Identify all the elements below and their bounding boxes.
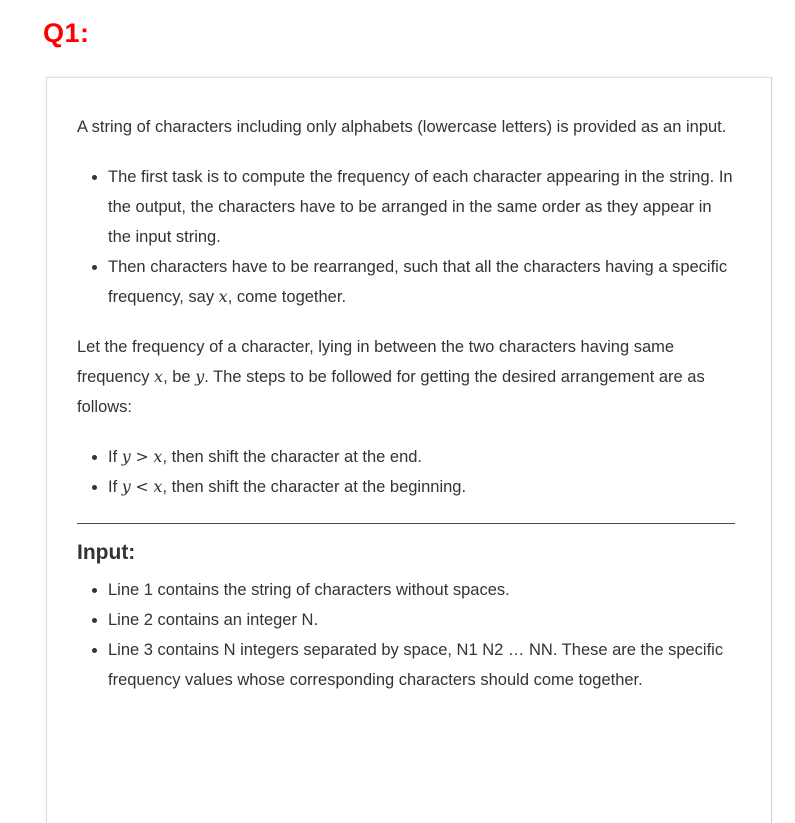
math-var-y: y bbox=[195, 367, 205, 386]
math-var-y: y bbox=[121, 447, 131, 466]
input-line-2: • Line 2 contains an integer N. bbox=[108, 605, 737, 635]
problem-content bbox=[77, 112, 737, 695]
rule-1-prefix: If bbox=[108, 448, 122, 466]
input-line-3: • Line 3 contains N integers separated by space, N1 N2 … NN. These are the specific frequency values whose corresponding characters should come together. bbox=[108, 635, 737, 695]
math-var-x: x bbox=[154, 367, 164, 386]
math-var-x: x bbox=[218, 287, 228, 306]
para2-text-3: . The steps to be followed for getting the desired arrangement are as follows: bbox=[77, 368, 705, 416]
rule-item-1 bbox=[108, 442, 737, 472]
task-item-2 bbox=[108, 252, 737, 312]
para2-text-2: , be bbox=[163, 368, 196, 386]
task-2-text-b: , come together. bbox=[227, 288, 347, 306]
task-list bbox=[77, 162, 737, 312]
task-2-text-a: Then characters have to be rearranged, such that all the characters having a specific frequency, say bbox=[108, 258, 728, 306]
rule-item-2 bbox=[108, 472, 737, 502]
input-heading: Input: bbox=[77, 541, 136, 564]
rule-list bbox=[77, 442, 737, 502]
math-var-x: x bbox=[153, 477, 163, 496]
rule-2-prefix: If bbox=[108, 478, 122, 496]
math-less-than: < bbox=[135, 477, 149, 496]
rule-1-suffix: , then shift the character at the end. bbox=[162, 448, 423, 466]
math-var-y: y bbox=[121, 477, 131, 496]
math-greater-than: > bbox=[135, 447, 149, 466]
section-divider bbox=[77, 523, 735, 524]
input-list bbox=[77, 575, 737, 695]
para2-text-1: Let the frequency of a character, lying in between the two characters having same frequency bbox=[77, 338, 675, 386]
intro-paragraph: A string of characters including only alphabets (lowercase letters) is provided as an input. bbox=[77, 118, 727, 136]
problem-card bbox=[46, 77, 772, 823]
task-item-1: • The first task is to compute the frequency of each character appearing in the string. In the output, the characters have to be arranged in the same order as they appear in the input string. bbox=[108, 162, 737, 252]
question-title: Q1: bbox=[43, 18, 90, 48]
input-line-1: • Line 1 contains the string of characters without spaces. bbox=[108, 575, 737, 605]
frequency-paragraph bbox=[77, 332, 737, 422]
math-var-x: x bbox=[153, 447, 163, 466]
rule-2-suffix: , then shift the character at the beginning. bbox=[162, 478, 467, 496]
